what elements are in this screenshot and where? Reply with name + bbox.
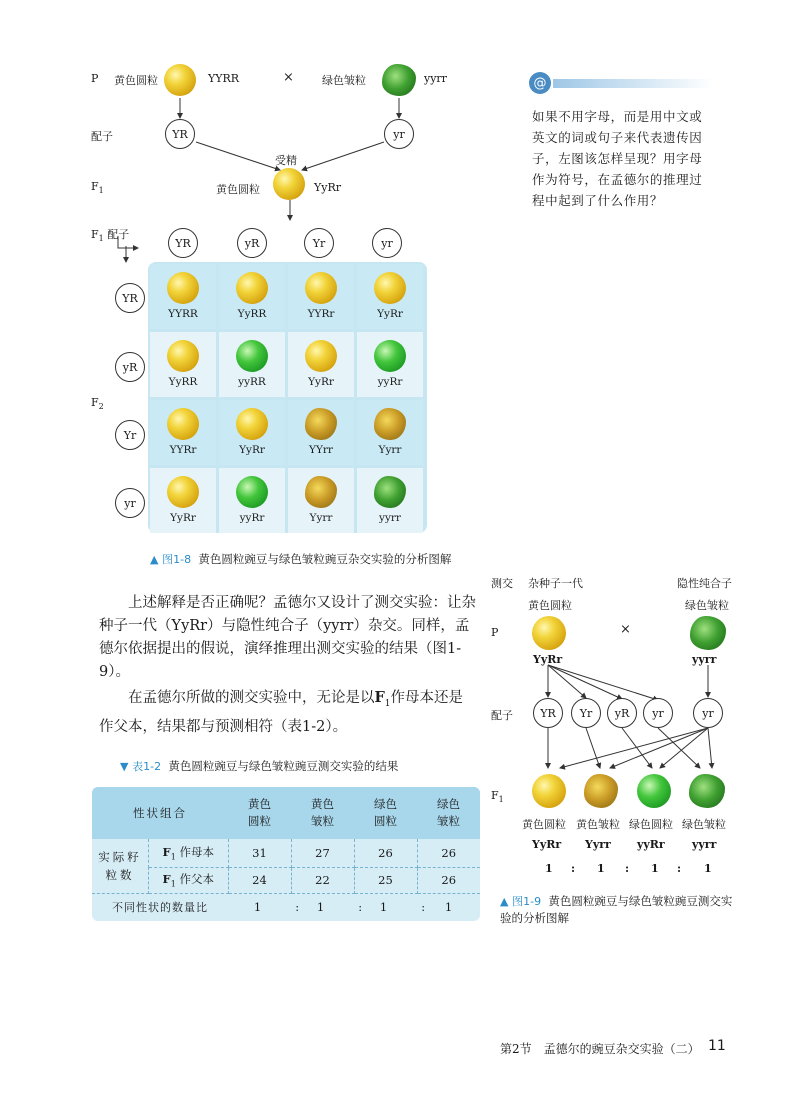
green-wrinkled-pea-icon (374, 476, 406, 508)
row-gamete-2: yR (115, 352, 145, 382)
table-row (92, 867, 480, 893)
header-cell: 黄色圆粒 (248, 797, 271, 828)
p-label: P (491, 626, 499, 639)
testcross-label: 测交 (491, 577, 513, 590)
figure-1-8-caption: ▲ 图1-8 黄色圆粒豌豆与绿色皱粒豌豆杂交实验的分析图解 (150, 552, 452, 566)
header-cell: 性状组合 (133, 806, 187, 820)
ratio-sep: : (625, 862, 630, 875)
value-cell: 27 (291, 839, 354, 867)
ratio-cell: 1 : (253, 900, 300, 915)
green-round-pea-icon (637, 774, 671, 808)
row-group-label: 实际籽粒数 (92, 839, 149, 893)
punnett-cell: YyRR (219, 264, 285, 329)
offspring-genotype: YyRr (532, 838, 562, 851)
gamete-2: Yr (571, 698, 601, 728)
gamete-label: 配子 (91, 130, 113, 143)
results-table (92, 787, 480, 921)
offspring-genotype: yyrr (692, 838, 717, 851)
punnett-cell: YYRr (150, 400, 216, 465)
yellow-wrinkled-pea-icon (305, 476, 337, 508)
gamete-yr-recessive: yr (384, 119, 414, 149)
ratio-cell: 1 : (379, 900, 426, 915)
yellow-round-pea-icon (532, 616, 566, 650)
col-gamete-1: YR (168, 228, 198, 258)
p-right-phenotype: 绿色皱粒 (322, 74, 366, 87)
row-label: $F_1$ 作父本 (149, 867, 229, 893)
yellow-wrinkled-pea-icon (374, 408, 406, 440)
punnett-cell: yyRr (219, 468, 285, 533)
row-label: $F_1$ 作母本 (149, 839, 229, 867)
punnett-square (148, 262, 427, 533)
yellow-round-pea-icon (532, 774, 566, 808)
caption-triangle-icon: ▲ (500, 895, 509, 908)
table-row (92, 839, 480, 867)
value-cell: 24 (228, 867, 291, 893)
punnett-cell: YyRr (288, 332, 354, 397)
yellow-round-pea-icon (305, 272, 337, 304)
fertilization-label: 受精 (275, 154, 297, 167)
f1-phenotype: 黄色圆粒 (216, 183, 260, 196)
note-header-bar (553, 79, 713, 88)
hybrid-label: 杂种子一代 (528, 577, 583, 590)
punnett-cell: YyRr (357, 264, 423, 329)
note-text: 如果不用字母，而是用中文或英文的词或句子来代表遗传因子，左图该怎样呈现？用字母作为符号，在孟德尔的推理过程中起到了什么作用？ (532, 109, 703, 208)
caption-triangle-icon: ▼ (120, 760, 129, 773)
f1-genotype: YyRr (314, 181, 342, 194)
offspring-phenotype: 黄色皱粒 (576, 818, 620, 831)
right-phenotype: 绿色皱粒 (685, 599, 729, 612)
gamete-3: yR (607, 698, 637, 728)
punnett-cell: YyRr (219, 400, 285, 465)
offspring-phenotype: 绿色皱粒 (682, 818, 726, 831)
gamete-label: 配子 (491, 709, 513, 722)
green-round-pea-icon (374, 340, 406, 372)
punnett-cell: YYRr (288, 264, 354, 329)
f1-label: $F_1$ (91, 180, 104, 196)
header-cell: 黄色皱粒 (311, 797, 334, 828)
yellow-round-pea-icon (167, 272, 199, 304)
yellow-round-pea-icon (236, 272, 268, 304)
value-cell: 31 (228, 839, 291, 867)
ratio-cell: 1 (444, 900, 453, 915)
ratio-value: 1 (651, 862, 659, 875)
footer-section-title: 第2节 孟德尔的豌豆杂交实验（二） (500, 1042, 700, 1056)
yellow-round-pea-icon (374, 272, 406, 304)
punnett-cell: YyRR (150, 332, 216, 397)
table-1-2-caption: ▼ 表1-2 黄色圆粒豌豆与绿色皱粒豌豆测交实验的结果 (120, 759, 399, 773)
row-gamete-3: Yr (115, 420, 145, 450)
ratio-value: 1 (545, 862, 553, 875)
punnett-cell: yyRr (357, 332, 423, 397)
col-gamete-2: yR (237, 228, 267, 258)
figure-1-9-caption: ▲ 图1-9 黄色圆粒豌豆与绿色皱粒豌豆测交实验的分析图解 (500, 894, 733, 925)
recessive-label: 隐性纯合子 (677, 577, 732, 590)
cross-symbol: × (283, 70, 294, 85)
cross-symbol: × (620, 622, 631, 637)
ratio-sep: : (677, 862, 682, 875)
p-left-genotype: YYRR (208, 72, 240, 85)
gamete-yr-parent: YR (165, 119, 195, 149)
table-header-row (92, 787, 480, 839)
yellow-round-pea-icon (167, 340, 199, 372)
yellow-round-pea-icon (164, 64, 196, 96)
value-cell: 26 (354, 839, 417, 867)
col-gamete-4: yr (372, 228, 402, 258)
yellow-round-pea-icon (305, 340, 337, 372)
left-genotype: YyRr (533, 653, 563, 666)
punnett-cell: yyrr (357, 468, 423, 533)
f1-yellow-round-pea-icon (273, 168, 305, 200)
paragraph-1: 上述解释是否正确呢？孟德尔又设计了测交实验：让杂种子一代（YyRr）与隐性纯合子（yyrr）杂交。同样，孟德尔依据提出的假说，演绎推理出测交实验的结果（图1-9）。 (99, 595, 476, 680)
gamete-4: yr (643, 698, 673, 728)
left-phenotype: 黄色圆粒 (528, 599, 572, 612)
punnett-cell: Yyrr (357, 400, 423, 465)
ratio-value: 1 (704, 862, 712, 875)
f1-label: $F_1$ (491, 789, 504, 805)
ratio-sep: : (571, 862, 576, 875)
punnett-cell: yyRR (219, 332, 285, 397)
punnett-cell: Yyrr (288, 468, 354, 533)
p-label: P (91, 72, 99, 85)
p-left-phenotype: 黄色圆粒 (114, 74, 158, 87)
punnett-cell: YyRr (150, 468, 216, 533)
col-gamete-3: Yr (304, 228, 334, 258)
ratio-label: 不同性状的数量比 (112, 901, 208, 915)
ratio-row (92, 893, 480, 921)
yellow-round-pea-icon (167, 408, 199, 440)
value-cell: 26 (417, 839, 480, 867)
ratio-value: 1 (597, 862, 605, 875)
f2-label: $F_2$ (91, 396, 104, 412)
offspring-phenotype: 绿色圆粒 (629, 818, 673, 831)
ratio-cell: 1 : (316, 900, 363, 915)
yellow-round-pea-icon (167, 476, 199, 508)
green-round-pea-icon (236, 476, 268, 508)
value-cell: 22 (291, 867, 354, 893)
row-gamete-4: yr (115, 488, 145, 518)
caption-triangle-icon: ▲ (150, 553, 159, 566)
green-round-pea-icon (236, 340, 268, 372)
punnett-cell: YYRR (150, 264, 216, 329)
discussion-icon: @ (529, 72, 551, 94)
value-cell: 26 (417, 867, 480, 893)
header-cell: 绿色圆粒 (374, 797, 397, 828)
header-cell: 绿色皱粒 (437, 797, 460, 828)
offspring-genotype: Yyrr (585, 838, 611, 851)
paragraph-2: 在孟德尔所做的测交实验中，无论是以$F_1$作母本还是作父本，结果都与预测相符（表1-2）。 (99, 689, 464, 735)
punnett-cell: YYrr (288, 400, 354, 465)
offspring-phenotype: 黄色圆粒 (522, 818, 566, 831)
p-right-genotype: yyrr (424, 72, 447, 85)
f1-gamete-label: $F_1$ 配子 (91, 228, 130, 244)
page-number: 11 (708, 1038, 726, 1054)
yellow-round-pea-icon (236, 408, 268, 440)
yellow-wrinkled-pea-icon (305, 408, 337, 440)
gamete-5: yr (693, 698, 723, 728)
gamete-1: YR (533, 698, 563, 728)
right-genotype: yyrr (692, 653, 717, 666)
offspring-genotype: yyRr (637, 838, 665, 851)
row-gamete-1: YR (115, 283, 145, 313)
value-cell: 25 (354, 867, 417, 893)
